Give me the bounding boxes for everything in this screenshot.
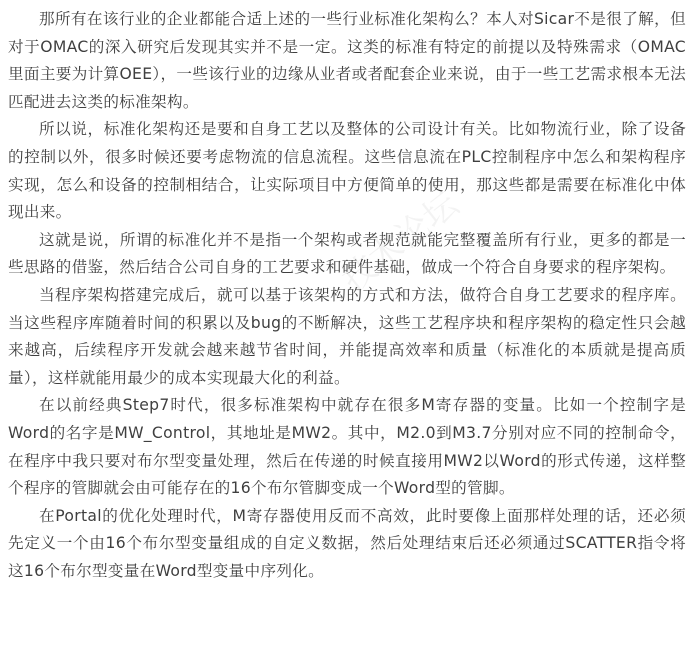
paragraph-4: 当程序架构搭建完成后，就可以基于该架构的方式和方法，做符合自身工艺要求的程序库。当这些程序库随着时间的积累以及bug的不断解决，这些工艺程序块和程序架构的稳定性只会越来越高，后续程序开发就会越来越节省时间，并能提高效率和质量（标准化的本质就是提高质量），这样就能用最少的成本实现最大化的利益。 [8,285,686,387]
forum-watermark: 技术论坛 [334,184,467,300]
paragraph-1: 那所有在该行业的企业都能合适上述的一些行业标准化架构么？本人对Sicar不是很了解，但对于OMAC的深入研究后发现其实并不是一定。这类的标准有特定的前提以及特殊需求（OMAC里面主要为计算OEE），一些该行业的边缘从业者或者配套企业来说，由于一些工艺需求根本无法匹配进去这类的标准架构。 [8,10,686,111]
paragraph-6: 在Portal的优化处理时代，M寄存器使用反而不高效，此时要像上面那样处理的话，还必须先定义一个由16个布尔型变量组成的自定义数据，然后处理结束后还必须通过SCATTER指令将这16个布尔型变量在Word型变量中序列化。 [8,506,686,580]
paragraph-2: 所以说，标准化架构还是要和自身工艺以及整体的公司设计有关。比如物流行业，除了设备的控制以外，很多时候还要考虑物流的信息流程。这些信息流在PLC控制程序中怎么和架构程序实现，怎么和设备的控制相结合，让实际项目中方便简单的使用，那这些都是需要在标准化中体现出来。 [8,120,686,222]
paragraph-5: 在以前经典Step7时代，很多标准架构中就存在很多M寄存器的变量。比如一个控制字是Word的名字是MW_Control，其地址是MW2。其中，M2.0到M3.7分别对应不同的控制命令，在程序中我只要对布尔型变量处理，然后在传递的时候直接用MW2以Word的形式传递，这样整个程序的管脚就会由可能存在的16个布尔管脚变成一个Word型的管脚。 [8,396,686,498]
paragraph-3: 这就是说，所谓的标准化并不是指一个架构或者规范就能完整覆盖所有行业，更多的都是一些思路的借鉴，然后结合公司自身的工艺要求和硬件基础，做成一个符合自身要求的程序架构。 [8,230,686,277]
